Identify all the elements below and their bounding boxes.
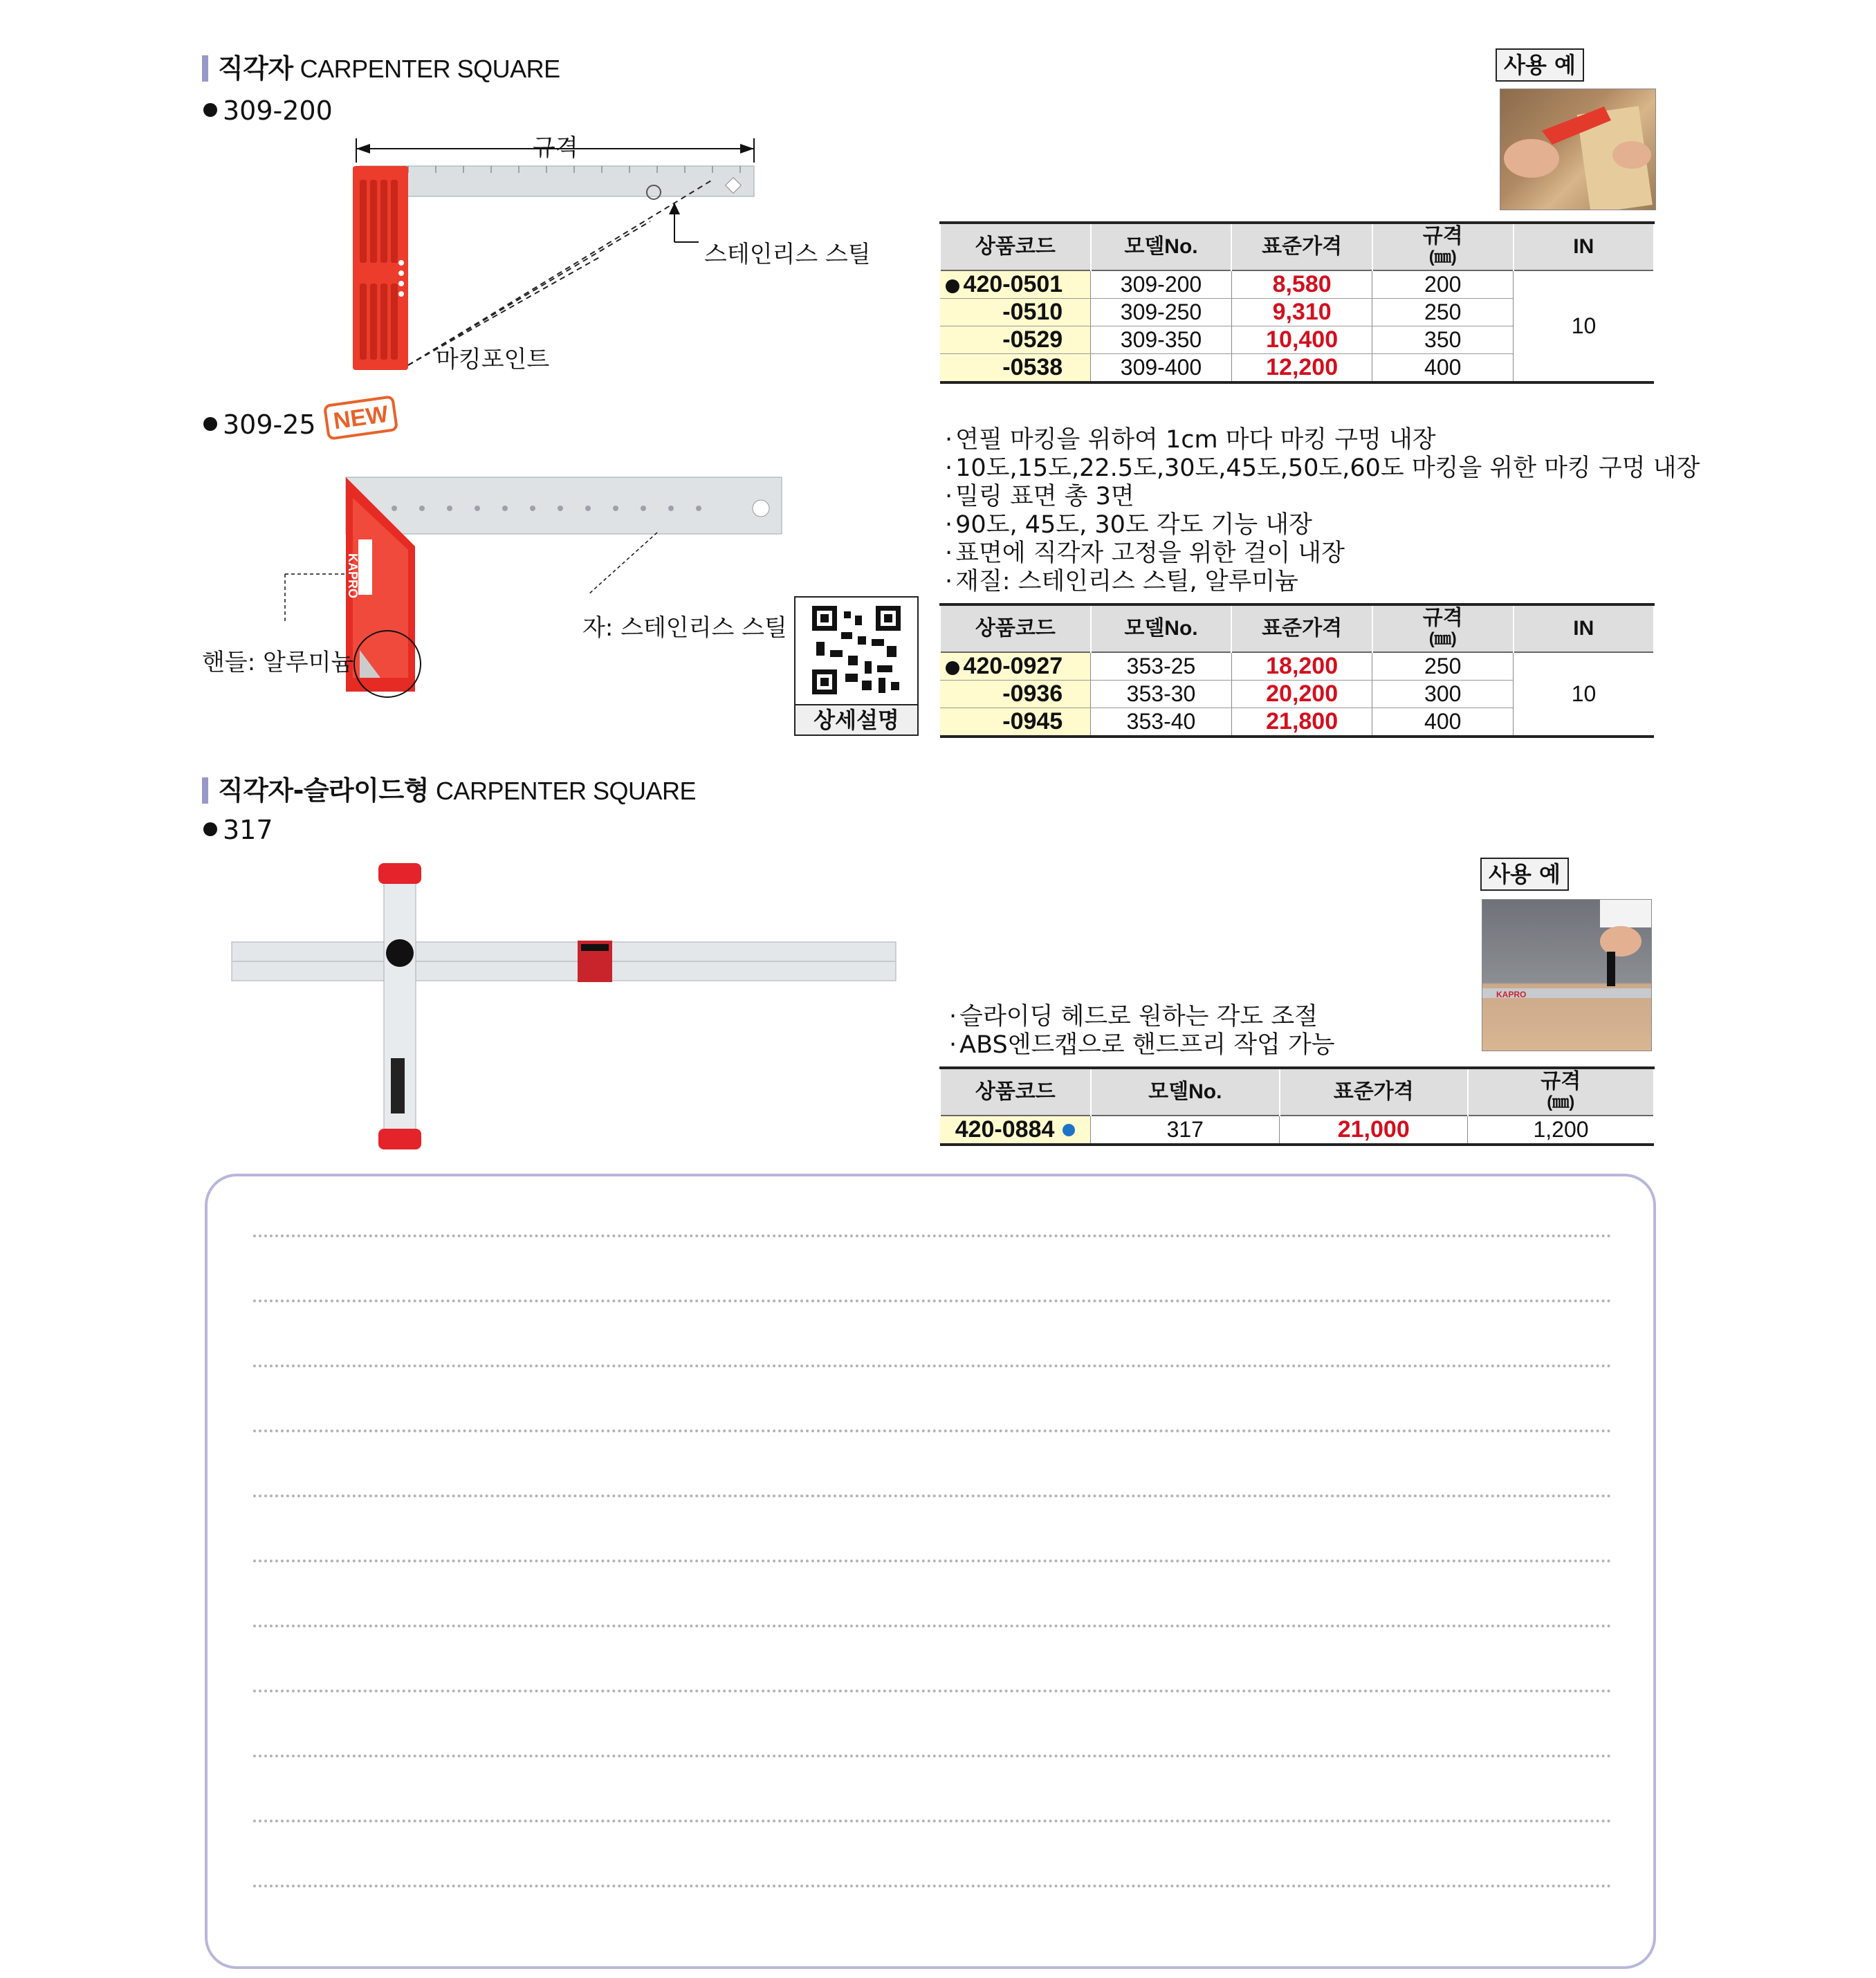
- model-309-200: 309-200: [203, 95, 333, 126]
- kapro-logo: KAPRO: [1496, 990, 1527, 999]
- price: 21,000: [1280, 1116, 1468, 1145]
- product-code: -0510: [940, 299, 1091, 326]
- spec-table-317: [939, 1066, 1655, 1146]
- memo-line: [253, 1300, 1612, 1302]
- feature-item: · 10도,15도,22.5도,30도,45도,50도,60도 마킹을 위한 마킹 구멍 내장: [945, 454, 1700, 483]
- feature-list-317: [949, 1003, 1335, 1060]
- price: 10,400: [1231, 326, 1372, 354]
- size: 400: [1372, 354, 1514, 383]
- memo-line: [253, 1625, 1612, 1627]
- memo-line: [253, 1235, 1612, 1237]
- header-product-code: 상품코드: [940, 1068, 1091, 1116]
- feature-list-309-25: [945, 426, 1700, 596]
- header-product-code: 상품코드: [940, 604, 1091, 652]
- feature-item: · 슬라이딩 헤드로 원하는 각도 조절: [949, 1003, 1335, 1031]
- header-size: 규격 (㎜): [1372, 604, 1514, 652]
- memo-line: [253, 1560, 1612, 1562]
- usage-photo-2: [1482, 899, 1652, 1051]
- size: 250: [1372, 299, 1514, 326]
- feature-item: · 연필 마킹을 위하여 1cm 마다 마킹 구멍 내장: [945, 426, 1700, 454]
- accent-bar: [202, 777, 208, 804]
- qr-code-icon: [796, 598, 917, 704]
- header-model-no: 모델No.: [1091, 604, 1232, 652]
- qr-caption: 상세설명: [796, 704, 917, 734]
- header-size: 규격 (㎜): [1372, 223, 1514, 270]
- table-row: [940, 270, 1654, 299]
- price: 12,200: [1231, 354, 1372, 383]
- usage-photo-1: [1500, 89, 1656, 210]
- marking-point-label: 마킹포인트: [436, 346, 550, 373]
- model-no: 309-250: [1091, 299, 1232, 326]
- memo-line: [253, 1690, 1612, 1692]
- section2-title: 직각자-슬라이드형 CARPENTER SQUARE: [202, 769, 696, 807]
- model-no: 309-350: [1091, 326, 1232, 354]
- feature-item: · 90도, 45도, 30도 각도 기능 내장: [945, 511, 1700, 539]
- price: 20,200: [1231, 681, 1372, 708]
- memo-line: [253, 1365, 1612, 1367]
- slide-square-illustration: [225, 858, 903, 1155]
- header-price: 표준가격: [1231, 223, 1372, 270]
- feature-item: · 밀링 표면 총 3면: [945, 483, 1700, 511]
- memo-box: [205, 1174, 1656, 1969]
- memo-line: [253, 1495, 1612, 1497]
- price: 8,580: [1231, 270, 1372, 299]
- product-code: -0936: [940, 681, 1091, 708]
- header-model-no: 모델No.: [1091, 223, 1232, 270]
- header-in: IN: [1514, 604, 1655, 652]
- handle-label: 핸들: 알루미늄: [202, 649, 354, 676]
- in-qty: 10: [1514, 270, 1655, 382]
- size: 400: [1372, 708, 1514, 737]
- spec-table-309-200: [939, 221, 1655, 384]
- model-317: 317: [203, 815, 273, 845]
- new-badge: NEW: [323, 395, 399, 441]
- product-code: 420-0501: [940, 270, 1091, 299]
- product-code: -0529: [940, 326, 1091, 354]
- size: 1,200: [1468, 1116, 1655, 1145]
- product-code: 420-0927: [940, 652, 1091, 681]
- model-no: 309-200: [1091, 270, 1232, 299]
- header-product-code: 상품코드: [940, 223, 1091, 270]
- header-in: IN: [1514, 223, 1655, 270]
- memo-line: [253, 1755, 1612, 1757]
- memo-line: [253, 1430, 1612, 1432]
- model-no: 353-30: [1091, 681, 1232, 708]
- product-code: 420-0884: [940, 1116, 1091, 1145]
- accent-bar: [202, 55, 208, 82]
- feature-item: · 표면에 직각자 고정을 위한 걸이 내장: [945, 539, 1700, 568]
- price: 21,800: [1231, 708, 1372, 737]
- section1-title: 직각자 CARPENTER SQUARE: [202, 47, 560, 85]
- product-code: -0945: [940, 708, 1091, 737]
- size: 350: [1372, 326, 1514, 354]
- size: 250: [1372, 652, 1514, 681]
- memo-line: [253, 1885, 1612, 1887]
- size-label: 규격: [533, 134, 578, 162]
- spec-table-309-25: [939, 603, 1655, 738]
- qr-code-box[interactable]: [794, 596, 919, 736]
- table-row: [940, 652, 1654, 681]
- model-no: 353-25: [1091, 652, 1232, 681]
- usage-example-label: 사용 예: [1496, 48, 1584, 82]
- header-size: 규격 (㎜): [1468, 1068, 1655, 1116]
- feature-item: · ABS엔드캡으로 핸드프리 작업 가능: [949, 1031, 1335, 1060]
- model-309-25: 309-25: [203, 409, 316, 440]
- header-price: 표준가격: [1280, 1068, 1468, 1116]
- table-row: [940, 1116, 1654, 1145]
- blade-label: 자: 스테인리스 스틸: [582, 614, 787, 642]
- header-model-no: 모델No.: [1091, 1068, 1280, 1116]
- header-price: 표준가격: [1231, 604, 1372, 652]
- in-qty: 10: [1514, 652, 1655, 737]
- product-code: -0538: [940, 354, 1091, 383]
- model-no: 353-40: [1091, 708, 1232, 737]
- feature-item: · 재질: 스테인리스 스틸, 알루미늄: [945, 568, 1700, 596]
- price: 9,310: [1231, 299, 1372, 326]
- square-309-200-illustration: [339, 131, 768, 380]
- steel-label: 스테인리스 스틸: [704, 241, 871, 268]
- model-no: 309-400: [1091, 354, 1232, 383]
- size: 200: [1372, 270, 1514, 299]
- usage-example-label-2: 사용 예: [1480, 858, 1569, 891]
- model-no: 317: [1091, 1116, 1280, 1145]
- size: 300: [1372, 681, 1514, 708]
- kapro-logo: KAPRO: [346, 553, 360, 599]
- memo-line: [253, 1820, 1612, 1822]
- price: 18,200: [1231, 652, 1372, 681]
